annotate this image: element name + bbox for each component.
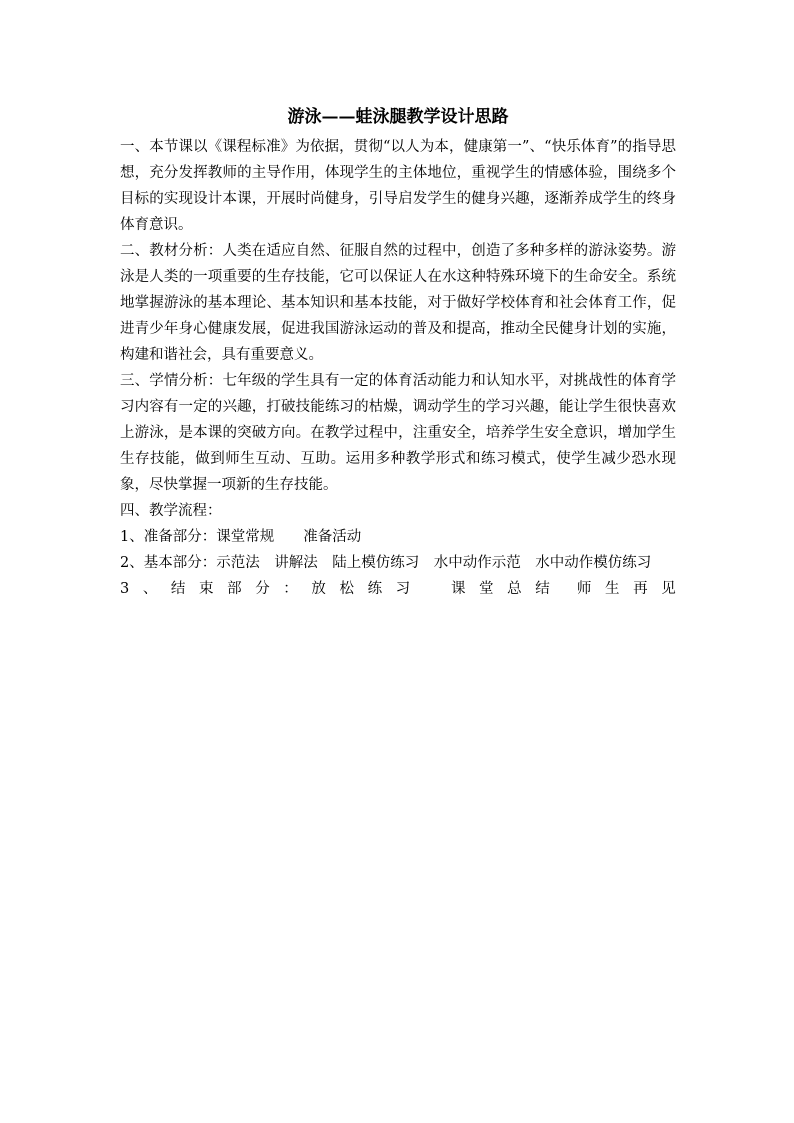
step-ending-char: 、 [142,581,158,597]
section-teaching-process-heading: 四、教学流程： [120,503,222,519]
step-ending-char: 堂 [479,581,494,597]
step-ending-char: 总 [507,581,522,597]
step-ending-char: ： [283,581,298,597]
step-ending-char: 部 [227,581,242,597]
step-ending-char: 束 [199,581,214,597]
document-body [120,104,676,602]
step-ending-char: 见 [661,581,676,597]
section-material-analysis: 二、教材分析：人类在适应自然、征服自然的过程中，创造了多种多样的游泳姿势。游泳是人类的一项重要的生存技能，它可以保证人在水这种特殊环境下的生命安全。系统地掌握游泳的基本理论、基本知识和基本技能，对于做好学校体育和社会体育工作，促进青少年身心健康发展，促进我国游泳运动的普及和提高，推动全民健身计划的实施，构建和谐社会，具有重要意义。 [120,243,676,363]
step-ending-char: 课 [450,581,466,597]
step-ending-char: 结 [535,581,550,597]
step-ending-char: 练 [367,581,383,597]
step-ending-char: 习 [395,581,411,597]
step-ending-char: 结 [170,581,186,597]
step-ending-char: 分 [255,581,270,597]
step-ending-char: 师 [576,581,592,597]
section-guiding-principle: 一、本节课以《课程标准》为依据，贯彻“以人为本，健康第一”、“快乐体育”的指导思想，充分发挥教师的主导作用，体现学生的主体地位，重视学生的情感体验，围绕多个目标的实现设计本课，开展时尚健身，引导启发学生的健身兴趣，逐渐养成学生的终身体育意识。 [120,139,676,233]
step-ending [120,576,676,602]
step-ending-char: 松 [339,581,354,597]
step-ending-char: 放 [311,581,326,597]
step-basic: 2、基本部分：示范法 讲解法 陆上模仿练习 水中动作示范 水中动作模仿练习 [120,555,652,571]
step-ending-char: 再 [633,581,648,597]
document-title: 游泳——蛙泳腿教学设计思路 [287,107,509,127]
section-student-analysis: 三、学情分析：七年级的学生具有一定的体育活动能力和认知水平，对挑战性的体育学习内容有一定的兴趣，打破技能练习的枯燥，调动学生的学习兴趣，能让学生很快喜欢上游泳，是本课的突破方向。在教学过程中，注重安全，培养学生安全意识，增加学生生存技能，做到师生互动、互助。运用多种教学形式和练习模式，使学生减少恐水现象，尽快掌握一项新的生存技能。 [120,373,676,493]
step-ending-char: 3 [120,581,130,597]
step-ending-char: 生 [605,581,620,597]
step-preparation: 1、准备部分：课堂常规 准备活动 [120,529,362,545]
